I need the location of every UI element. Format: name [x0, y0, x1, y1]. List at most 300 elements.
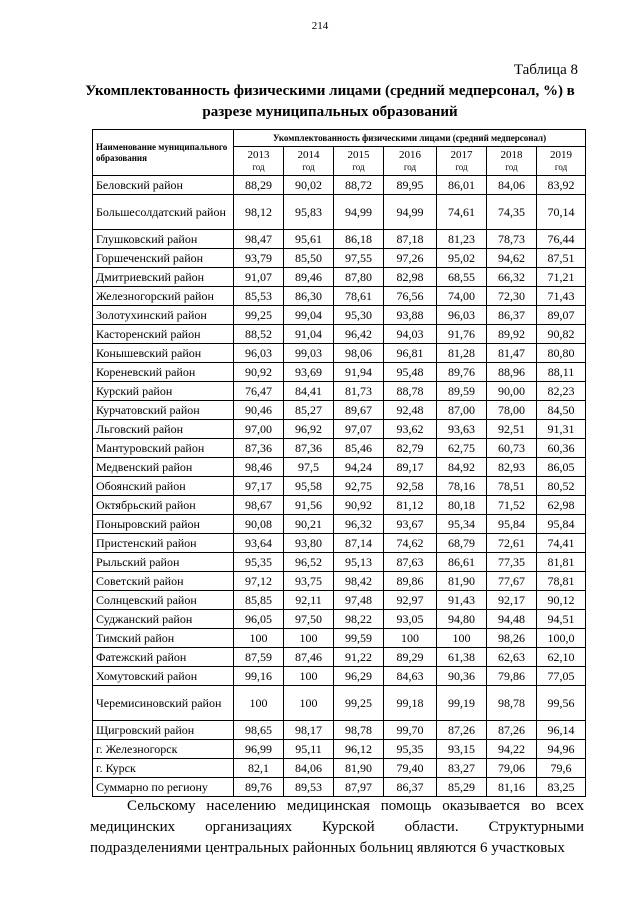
staffing-value-cell: 100,0	[537, 629, 586, 648]
staffing-value-cell: 68,79	[437, 534, 487, 553]
year-header	[334, 147, 384, 176]
staffing-value-cell: 82,1	[234, 759, 284, 778]
municipality-name: Суджанский район	[93, 610, 234, 629]
staffing-value-cell: 97,50	[284, 610, 334, 629]
staffing-value-cell: 79,6	[537, 759, 586, 778]
staffing-value-cell: 74,00	[437, 287, 487, 306]
staffing-value-cell: 98,06	[334, 344, 384, 363]
name-column-header: Наименование муниципального образования	[93, 130, 234, 176]
staffing-value-cell: 80,18	[437, 496, 487, 515]
staffing-value-cell: 87,97	[334, 778, 384, 797]
staffing-value-cell: 93,75	[284, 572, 334, 591]
municipality-name: Горшеченский район	[93, 249, 234, 268]
staffing-value-cell: 93,80	[284, 534, 334, 553]
staffing-value-cell: 90,46	[234, 401, 284, 420]
municipality-name: Пристенский район	[93, 534, 234, 553]
table-row	[93, 496, 586, 515]
staffing-value-cell: 84,06	[284, 759, 334, 778]
staffing-value-cell: 90,92	[234, 363, 284, 382]
staffing-value-cell: 86,01	[437, 176, 487, 195]
staffing-table	[92, 129, 586, 797]
staffing-value-cell: 86,05	[537, 458, 586, 477]
municipality-name: Кореневский район	[93, 363, 234, 382]
staffing-value-cell: 100	[437, 629, 487, 648]
municipality-name: Мантуровский район	[93, 439, 234, 458]
staffing-value-cell: 71,21	[537, 268, 586, 287]
staffing-value-cell: 95,11	[284, 740, 334, 759]
staffing-value-cell: 96,29	[334, 667, 384, 686]
staffing-value-cell: 83,25	[537, 778, 586, 797]
staffing-value-cell: 81,16	[487, 778, 537, 797]
staffing-value-cell: 98,46	[234, 458, 284, 477]
staffing-value-cell: 72,61	[487, 534, 537, 553]
staffing-value-cell: 89,67	[334, 401, 384, 420]
staffing-value-cell: 96,05	[234, 610, 284, 629]
staffing-value-cell: 99,04	[284, 306, 334, 325]
staffing-value-cell: 89,59	[437, 382, 487, 401]
municipality-name: Льговский район	[93, 420, 234, 439]
staffing-value-cell: 95,13	[334, 553, 384, 572]
staffing-value-cell: 91,76	[437, 325, 487, 344]
staffing-value-cell: 87,18	[384, 230, 437, 249]
staffing-value-cell: 94,99	[384, 195, 437, 230]
staffing-value-cell: 78,81	[537, 572, 586, 591]
staffing-value-cell: 91,04	[284, 325, 334, 344]
staffing-value-cell: 84,50	[537, 401, 586, 420]
table-row	[93, 420, 586, 439]
staffing-value-cell: 78,16	[437, 477, 487, 496]
staffing-value-cell: 93,69	[284, 363, 334, 382]
staffing-value-cell: 78,00	[487, 401, 537, 420]
table-row	[93, 572, 586, 591]
table-row	[93, 306, 586, 325]
staffing-value-cell: 68,55	[437, 268, 487, 287]
staffing-value-cell: 99,16	[234, 667, 284, 686]
staffing-value-cell: 71,52	[487, 496, 537, 515]
table-row	[93, 667, 586, 686]
staffing-value-cell: 92,97	[384, 591, 437, 610]
year-word: год	[403, 162, 417, 172]
staffing-value-cell: 90,00	[487, 382, 537, 401]
staffing-value-cell: 71,43	[537, 287, 586, 306]
staffing-value-cell: 96,32	[334, 515, 384, 534]
staffing-value-cell: 98,12	[234, 195, 284, 230]
staffing-value-cell: 85,29	[437, 778, 487, 797]
staffing-value-cell: 97,07	[334, 420, 384, 439]
staffing-value-cell: 99,19	[437, 686, 487, 721]
staffing-value-cell: 95,84	[487, 515, 537, 534]
staffing-value-cell: 94,80	[437, 610, 487, 629]
staffing-value-cell: 85,50	[284, 249, 334, 268]
staffing-value-cell: 92,11	[284, 591, 334, 610]
staffing-value-cell: 98,17	[284, 721, 334, 740]
table-row	[93, 477, 586, 496]
staffing-value-cell: 62,63	[487, 648, 537, 667]
staffing-value-cell: 89,76	[437, 363, 487, 382]
staffing-value-cell: 84,63	[384, 667, 437, 686]
year-value: 2013	[247, 149, 270, 161]
staffing-value-cell: 87,36	[284, 439, 334, 458]
staffing-value-cell: 89,07	[537, 306, 586, 325]
year-word: год	[505, 162, 518, 172]
staffing-value-cell: 96,92	[284, 420, 334, 439]
municipality-name: Тимский район	[93, 629, 234, 648]
staffing-value-cell: 89,29	[384, 648, 437, 667]
staffing-value-cell: 99,56	[537, 686, 586, 721]
table-row	[93, 401, 586, 420]
municipality-name: Рыльский район	[93, 553, 234, 572]
staffing-value-cell: 97,17	[234, 477, 284, 496]
staffing-value-cell: 91,31	[537, 420, 586, 439]
municipality-name: Октябрьский район	[93, 496, 234, 515]
staffing-value-cell: 97,55	[334, 249, 384, 268]
staffing-value-cell: 92,51	[487, 420, 537, 439]
staffing-value-cell: 74,35	[487, 195, 537, 230]
staffing-value-cell: 96,03	[437, 306, 487, 325]
staffing-value-cell: 66,32	[487, 268, 537, 287]
staffing-value-cell: 95,48	[384, 363, 437, 382]
year-word: год	[554, 162, 568, 172]
table-row	[93, 176, 586, 195]
municipality-name: Касторенский район	[93, 325, 234, 344]
staffing-value-cell: 61,38	[437, 648, 487, 667]
staffing-value-cell: 100	[284, 686, 334, 721]
staffing-value-cell: 94,51	[537, 610, 586, 629]
table-row	[93, 648, 586, 667]
staffing-value-cell: 72,30	[487, 287, 537, 306]
staffing-value-cell: 87,46	[284, 648, 334, 667]
staffing-value-cell: 86,61	[437, 553, 487, 572]
staffing-value-cell: 90,02	[284, 176, 334, 195]
municipality-name: Курский район	[93, 382, 234, 401]
table-row	[93, 515, 586, 534]
staffing-value-cell: 92,48	[384, 401, 437, 420]
staffing-value-cell: 87,59	[234, 648, 284, 667]
year-value: 2014	[297, 149, 320, 161]
staffing-value-cell: 96,14	[537, 721, 586, 740]
year-value: 2019	[550, 149, 573, 161]
table-row	[93, 382, 586, 401]
table-row	[93, 686, 586, 721]
table-title: Укомплектованность физическими лицами (средний медперсонал, %) в разрезе муниципальных образований	[85, 83, 575, 120]
staffing-value-cell: 90,82	[537, 325, 586, 344]
group-header: Укомплектованность физическими лицами (средний медперсонал)	[234, 130, 586, 147]
municipality-name: Курчатовский район	[93, 401, 234, 420]
staffing-value-cell: 82,98	[384, 268, 437, 287]
table-row	[93, 458, 586, 477]
staffing-value-cell: 70,14	[537, 195, 586, 230]
municipality-name: Конышевский район	[93, 344, 234, 363]
year-word: год	[352, 162, 365, 172]
staffing-value-cell: 81,81	[537, 553, 586, 572]
municipality-name: Железногорский район	[93, 287, 234, 306]
year-header	[437, 147, 487, 176]
year-header	[487, 147, 537, 176]
staffing-value-cell: 88,78	[384, 382, 437, 401]
staffing-value-cell: 77,67	[487, 572, 537, 591]
staffing-value-cell: 87,26	[437, 721, 487, 740]
staffing-value-cell: 88,29	[234, 176, 284, 195]
staffing-value-cell: 93,88	[384, 306, 437, 325]
staffing-value-cell: 81,90	[437, 572, 487, 591]
staffing-value-cell: 94,96	[537, 740, 586, 759]
staffing-value-cell: 95,30	[334, 306, 384, 325]
staffing-value-cell: 96,99	[234, 740, 284, 759]
staffing-value-cell: 100	[234, 686, 284, 721]
staffing-value-cell: 87,80	[334, 268, 384, 287]
staffing-value-cell: 76,56	[384, 287, 437, 306]
table-row	[93, 195, 586, 230]
staffing-value-cell: 96,12	[334, 740, 384, 759]
staffing-value-cell: 97,00	[234, 420, 284, 439]
year-value: 2017	[450, 149, 473, 161]
municipality-name: Фатежский район	[93, 648, 234, 667]
staffing-value-cell: 95,35	[384, 740, 437, 759]
municipality-name: Медвенский район	[93, 458, 234, 477]
municipality-name: Золотухинский район	[93, 306, 234, 325]
table-row	[93, 325, 586, 344]
staffing-value-cell: 97,12	[234, 572, 284, 591]
staffing-value-cell: 87,63	[384, 553, 437, 572]
staffing-value-cell: 76,47	[234, 382, 284, 401]
staffing-value-cell: 87,00	[437, 401, 487, 420]
staffing-value-cell: 86,18	[334, 230, 384, 249]
staffing-value-cell: 78,61	[334, 287, 384, 306]
staffing-value-cell: 84,41	[284, 382, 334, 401]
staffing-value-cell: 89,92	[487, 325, 537, 344]
table-row	[93, 363, 586, 382]
staffing-value-cell: 83,27	[437, 759, 487, 778]
staffing-value-cell: 89,86	[384, 572, 437, 591]
staffing-value-cell: 90,21	[284, 515, 334, 534]
staffing-value-cell: 99,59	[334, 629, 384, 648]
staffing-value-cell: 98,42	[334, 572, 384, 591]
municipality-name: Щигровский район	[93, 721, 234, 740]
staffing-value-cell: 100	[284, 629, 334, 648]
municipality-name: г. Курск	[93, 759, 234, 778]
staffing-value-cell: 95,61	[284, 230, 334, 249]
staffing-value-cell: 77,05	[537, 667, 586, 686]
staffing-value-cell: 95,58	[284, 477, 334, 496]
staffing-value-cell: 98,78	[334, 721, 384, 740]
staffing-value-cell: 87,26	[487, 721, 537, 740]
municipality-name: Солнцевский район	[93, 591, 234, 610]
staffing-value-cell: 90,36	[437, 667, 487, 686]
staffing-value-cell: 94,62	[487, 249, 537, 268]
staffing-value-cell: 91,43	[437, 591, 487, 610]
staffing-value-cell: 62,98	[537, 496, 586, 515]
staffing-value-cell: 86,37	[384, 778, 437, 797]
staffing-value-cell: 89,46	[284, 268, 334, 287]
year-value: 2016	[399, 149, 421, 161]
staffing-value-cell: 98,47	[234, 230, 284, 249]
staffing-value-cell: 99,03	[284, 344, 334, 363]
staffing-value-cell: 96,03	[234, 344, 284, 363]
staffing-value-cell: 76,44	[537, 230, 586, 249]
staffing-value-cell: 95,84	[537, 515, 586, 534]
staffing-value-cell: 74,61	[437, 195, 487, 230]
staffing-value-cell: 97,48	[334, 591, 384, 610]
table-label: Таблица 8	[513, 62, 578, 78]
table-row	[93, 591, 586, 610]
staffing-value-cell: 86,37	[487, 306, 537, 325]
staffing-value-cell: 97,26	[384, 249, 437, 268]
staffing-value-cell: 85,53	[234, 287, 284, 306]
staffing-value-cell: 88,72	[334, 176, 384, 195]
municipality-name: Обоянский район	[93, 477, 234, 496]
staffing-value-cell: 94,03	[384, 325, 437, 344]
staffing-value-cell: 82,93	[487, 458, 537, 477]
staffing-value-cell: 98,26	[487, 629, 537, 648]
staffing-value-cell: 98,22	[334, 610, 384, 629]
page-number: 214	[311, 20, 329, 32]
staffing-value-cell: 91,56	[284, 496, 334, 515]
staffing-value-cell: 90,08	[234, 515, 284, 534]
staffing-value-cell: 85,27	[284, 401, 334, 420]
staffing-value-cell: 100	[384, 629, 437, 648]
staffing-value-cell: 94,24	[334, 458, 384, 477]
table-row	[93, 287, 586, 306]
staffing-value-cell: 98,65	[234, 721, 284, 740]
staffing-value-cell: 87,51	[537, 249, 586, 268]
staffing-value-cell: 99,70	[384, 721, 437, 740]
staffing-value-cell: 85,46	[334, 439, 384, 458]
staffing-value-cell: 82,23	[537, 382, 586, 401]
staffing-value-cell: 92,75	[334, 477, 384, 496]
staffing-value-cell: 81,73	[334, 382, 384, 401]
year-word: год	[302, 162, 315, 172]
staffing-value-cell: 81,12	[384, 496, 437, 515]
staffing-value-cell: 87,36	[234, 439, 284, 458]
staffing-value-cell: 93,64	[234, 534, 284, 553]
staffing-value-cell: 83,92	[537, 176, 586, 195]
staffing-value-cell: 89,76	[234, 778, 284, 797]
municipality-name: Советский район	[93, 572, 234, 591]
staffing-value-cell: 99,25	[334, 686, 384, 721]
staffing-value-cell: 81,90	[334, 759, 384, 778]
staffing-value-cell: 82,79	[384, 439, 437, 458]
staffing-value-cell: 98,67	[234, 496, 284, 515]
staffing-value-cell: 79,40	[384, 759, 437, 778]
staffing-value-cell: 84,06	[487, 176, 537, 195]
table-row	[93, 629, 586, 648]
staffing-value-cell: 89,53	[284, 778, 334, 797]
staffing-value-cell: 81,47	[487, 344, 537, 363]
table-row	[93, 610, 586, 629]
table-row	[93, 249, 586, 268]
municipality-name: Большесолдатский район	[93, 195, 234, 230]
staffing-value-cell: 79,86	[487, 667, 537, 686]
staffing-value-cell: 98,78	[487, 686, 537, 721]
staffing-value-cell: 91,22	[334, 648, 384, 667]
staffing-value-cell: 97,5	[284, 458, 334, 477]
staffing-value-cell: 94,48	[487, 610, 537, 629]
table-row	[93, 230, 586, 249]
table-row	[93, 721, 586, 740]
staffing-value-cell: 91,94	[334, 363, 384, 382]
municipality-name: г. Железногорск	[93, 740, 234, 759]
staffing-value-cell: 95,02	[437, 249, 487, 268]
staffing-value-cell: 74,62	[384, 534, 437, 553]
municipality-name: Суммарно по региону	[93, 778, 234, 797]
staffing-value-cell: 74,41	[537, 534, 586, 553]
staffing-value-cell: 81,28	[437, 344, 487, 363]
staffing-value-cell: 96,42	[334, 325, 384, 344]
staffing-value-cell: 91,07	[234, 268, 284, 287]
staffing-value-cell: 89,17	[384, 458, 437, 477]
staffing-value-cell: 95,34	[437, 515, 487, 534]
staffing-value-cell: 86,30	[284, 287, 334, 306]
staffing-value-cell: 78,73	[487, 230, 537, 249]
table-row	[93, 740, 586, 759]
staffing-value-cell: 60,73	[487, 439, 537, 458]
body-paragraph: Сельскому населению медицинская помощь оказывается во всех медицинских организациях Курской области. Структурными подразделениями центральных районных больниц являются 6 участковых	[90, 798, 584, 856]
year-header	[234, 147, 284, 176]
table-row	[93, 344, 586, 363]
staffing-value-cell: 88,11	[537, 363, 586, 382]
staffing-value-cell: 93,79	[234, 249, 284, 268]
year-value: 2018	[500, 149, 523, 161]
staffing-value-cell: 60,36	[537, 439, 586, 458]
municipality-name: Поныровский район	[93, 515, 234, 534]
year-word: год	[252, 162, 265, 172]
staffing-value-cell: 88,52	[234, 325, 284, 344]
staffing-value-cell: 94,22	[487, 740, 537, 759]
staffing-value-cell: 62,75	[437, 439, 487, 458]
staffing-value-cell: 96,81	[384, 344, 437, 363]
staffing-value-cell: 95,35	[234, 553, 284, 572]
staffing-value-cell: 62,10	[537, 648, 586, 667]
staffing-value-cell: 95,83	[284, 195, 334, 230]
year-header	[537, 147, 586, 176]
year-header	[384, 147, 437, 176]
staffing-value-cell: 80,80	[537, 344, 586, 363]
staffing-value-cell: 89,95	[384, 176, 437, 195]
staffing-value-cell: 81,23	[437, 230, 487, 249]
table-row	[93, 553, 586, 572]
staffing-value-cell: 100	[284, 667, 334, 686]
staffing-value-cell: 93,63	[437, 420, 487, 439]
municipality-name: Беловский район	[93, 176, 234, 195]
municipality-name: Дмитриевский район	[93, 268, 234, 287]
staffing-value-cell: 93,15	[437, 740, 487, 759]
staffing-value-cell: 78,51	[487, 477, 537, 496]
table-row	[93, 439, 586, 458]
staffing-value-cell: 79,06	[487, 759, 537, 778]
staffing-value-cell: 80,52	[537, 477, 586, 496]
staffing-value-cell: 90,12	[537, 591, 586, 610]
staffing-value-cell: 92,58	[384, 477, 437, 496]
staffing-value-cell: 85,85	[234, 591, 284, 610]
staffing-value-cell: 93,62	[384, 420, 437, 439]
staffing-value-cell: 93,67	[384, 515, 437, 534]
staffing-value-cell: 93,05	[384, 610, 437, 629]
municipality-name: Глушковский район	[93, 230, 234, 249]
table-row	[93, 759, 586, 778]
table-row	[93, 778, 586, 797]
staffing-value-cell: 77,35	[487, 553, 537, 572]
staffing-value-cell: 88,96	[487, 363, 537, 382]
table-row	[93, 268, 586, 287]
staffing-value-cell: 92,17	[487, 591, 537, 610]
staffing-value-cell: 90,92	[334, 496, 384, 515]
staffing-value-cell: 99,18	[384, 686, 437, 721]
year-header	[284, 147, 334, 176]
staffing-value-cell: 87,14	[334, 534, 384, 553]
staffing-value-cell: 94,99	[334, 195, 384, 230]
staffing-value-cell: 100	[234, 629, 284, 648]
staffing-value-cell: 84,92	[437, 458, 487, 477]
